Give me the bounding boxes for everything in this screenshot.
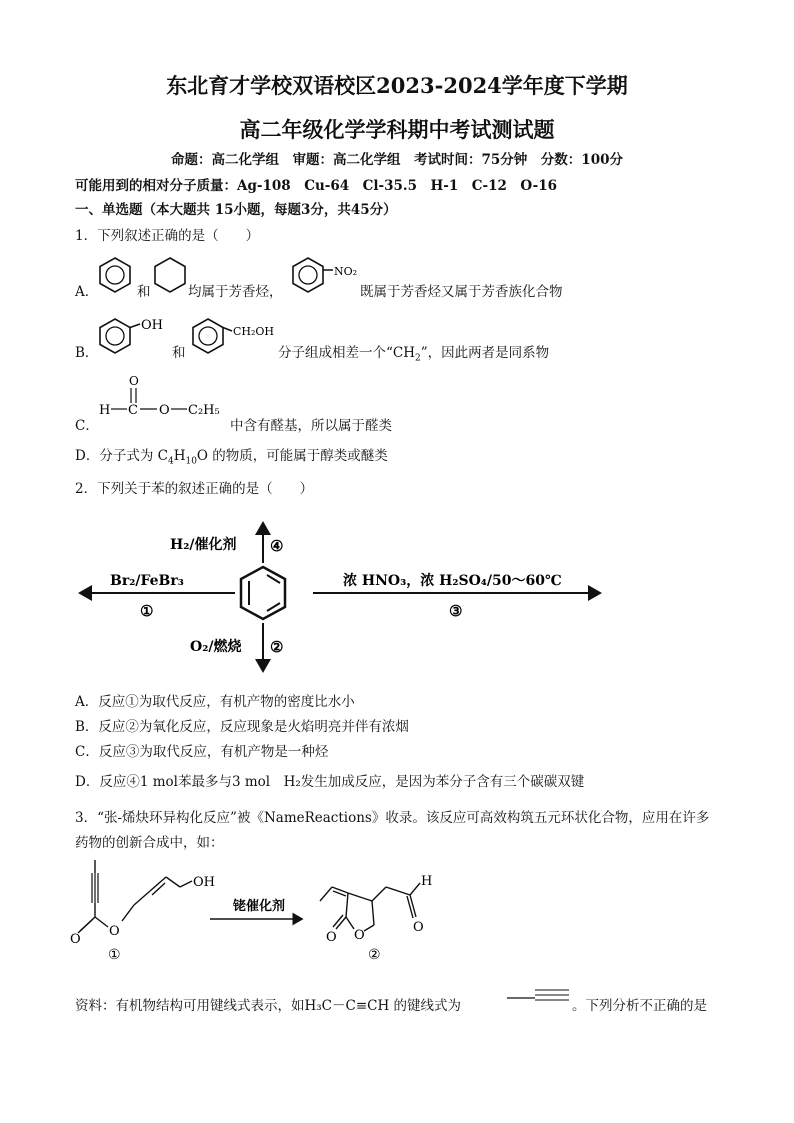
ester-o-label: O xyxy=(159,403,170,418)
benzene-ring xyxy=(241,567,285,619)
reaction-1-condition: Br₂/FeBr₃ xyxy=(110,573,184,589)
q3-material: 资料：有机物结构可用键线式表示，如H₃C－C≡CH 的键线式为 xyxy=(75,998,462,1014)
compound-2-structure xyxy=(320,874,432,963)
q2-stem: 2．下列关于苯的叙述正确的是（ ） xyxy=(75,481,314,497)
benzyl-alcohol-structure xyxy=(188,314,280,358)
compound-2-ring-o: O xyxy=(354,928,365,943)
catalyst-label: 铑催化剂 xyxy=(233,899,286,914)
q1-a-and: 和 xyxy=(137,284,151,300)
compound-1-oh: OH xyxy=(193,875,215,890)
formyl-h-label: H xyxy=(99,403,111,418)
nitrobenzene-structure xyxy=(288,255,360,295)
section-title: 一、单选题（本大题共 15小题，每题3分，共45分） xyxy=(75,202,397,218)
q1-b-label: B． xyxy=(75,345,99,361)
compound-1-number: ① xyxy=(108,947,121,963)
q1-a-text2: 既属于芳香烃又属于芳香族化合物 xyxy=(360,284,563,300)
compound-2-aldehyde-o: O xyxy=(413,920,424,935)
q1-stem: 1．下列叙述正确的是（ ） xyxy=(75,228,260,244)
compound-1-structure xyxy=(70,860,215,963)
benzene-structure xyxy=(95,255,135,295)
q3-material-end: 。下列分析不正确的是 xyxy=(572,998,707,1014)
q2-option-a: A．反应①为取代反应，有机产物的密度比水小 xyxy=(75,694,355,710)
q1-d-text: D．分子式为 $C_4H_{10}O$ 的物质，可能属于醇类或醚类 xyxy=(75,448,388,467)
q2-option-b: B．反应②为氧化反应，反应现象是火焰明亮并伴有浓烟 xyxy=(75,719,409,735)
q1-c-label: C． xyxy=(75,418,99,434)
hydroxyl-label: OH xyxy=(141,318,163,333)
compound-2-carbonyl-o: O xyxy=(326,930,337,945)
exam-title: 东北育才学校双语校区2023-2024学年度下学期 xyxy=(166,73,628,98)
compound-1-ester-o: O xyxy=(109,924,120,939)
reaction-2-number: ② xyxy=(270,638,284,656)
exam-meta: 命题：高二化学组 审题：高二化学组 考试时间：75分钟 分数：100分 xyxy=(171,152,623,168)
reaction-4-number: ④ xyxy=(270,537,284,555)
relative-masses: 可能用到的相对分子质量：Ag-108 Cu-64 Cl-35.5 H-1 C-12 O-16 xyxy=(75,178,558,194)
reaction-1-number: ① xyxy=(140,602,154,620)
ethyl-label: C₂H₅ xyxy=(188,403,220,418)
compound-1-carbonyl-o: O xyxy=(70,932,81,947)
compound-2-number: ② xyxy=(368,947,381,963)
compound-2-aldehyde-h: H xyxy=(421,874,433,889)
nitro-group-label: NO₂ xyxy=(334,265,358,278)
reaction-3-condition: 浓 HNO₃，浓 H₂SO₄/50～60℃ xyxy=(343,573,562,589)
q2-option-d: D．反应④1 mol苯最多与3 mol H₂发生加成反应，是因为苯分子含有三个碳碳双键 xyxy=(75,774,585,790)
reaction-4-condition: H₂/催化剂 xyxy=(170,537,237,553)
q1-c-text: 中含有醛基，所以属于醛类 xyxy=(230,418,392,434)
reaction-3-number: ③ xyxy=(449,602,463,620)
exam-subtitle: 高二年级化学学科期中考试测试题 xyxy=(239,117,555,142)
q1-b-and: 和 xyxy=(172,345,186,361)
ch2oh-label: CH₂OH xyxy=(233,325,275,338)
propyne-skeletal-formula xyxy=(505,986,571,1006)
q1-a-label: A． xyxy=(75,284,99,300)
reaction-2-condition: O₂/燃烧 xyxy=(190,639,242,655)
q1-a-text1: 均属于芳香烃， xyxy=(188,284,283,300)
benzene-reaction-diagram xyxy=(70,515,610,680)
cycloisomerization-scheme xyxy=(70,855,490,965)
phenol-structure xyxy=(95,314,175,358)
ethyl-formate-structure xyxy=(95,372,235,428)
carbonyl-o-label: O xyxy=(129,374,139,388)
cyclohexane-structure xyxy=(150,255,190,295)
q3-stem-line2: 药物的创新合成中，如： xyxy=(75,835,224,851)
q3-stem-line1: 3．“张-烯炔环异构化反应”被《NameReactions》收录。该反应可高效构筑五元环状化合物，应用在许多 xyxy=(75,810,710,826)
carbon-label: C xyxy=(128,403,138,418)
q1-b-text: 分子组成相差一个“$CH_2$”，因此两者是同系物 xyxy=(278,345,550,364)
q2-option-c: C．反应③为取代反应，有机产物是一种烃 xyxy=(75,744,329,760)
